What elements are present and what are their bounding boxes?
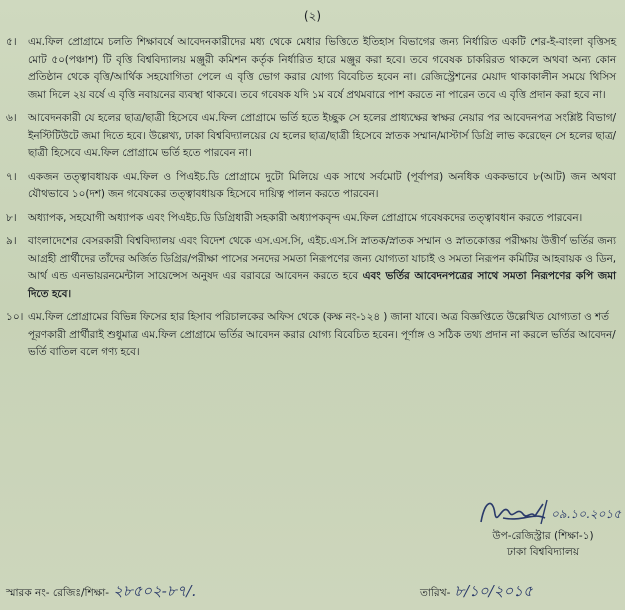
- list-item: [6, 34, 616, 104]
- list-item: [6, 233, 616, 303]
- signatory-title: উপ-রেজিস্ট্রার (শিক্ষা-১): [492, 530, 594, 542]
- memo-label: স্মারক নং- রেজিঃ/শিক্ষা-: [6, 587, 110, 599]
- list-item: [6, 169, 616, 204]
- list-item: [6, 210, 616, 228]
- signature-block: [468, 492, 621, 560]
- item-number: ৬।: [6, 112, 17, 124]
- memo-reference: [6, 580, 196, 605]
- item-text: এম.ফিল প্রোগ্রামের বিভিন্ন ফিসের হার হিসাব পরিচালকের অফিস থেকে (কক্ষ নং-১২৪ ) জানা যাবে। অত্র বিজ্ঞপ্তিতে উল্লেখিত যোগ্যতা ও শর্ত পূরণকারী প্রার্থীরাই শুধুমাত্র এম.ফিল প্রোগ্রামে ভর্তির আবেদন করার যোগ্য বিবেচিত হবেন। পূর্ণাঙ্গ ও সঠিক তথ্য প্রদান না করলে ভর্তির আবেদন/ভর্তি বাতিল বলে গণ্য হবে।: [28, 311, 616, 358]
- page-number: (২): [303, 9, 322, 23]
- item-number: ৫।: [6, 36, 17, 48]
- date-label: তারিখ-: [420, 587, 451, 599]
- items-list: [6, 34, 616, 368]
- item-number: ৮।: [6, 211, 17, 224]
- item-text: বাংলাদেশের বেসরকারী বিশ্ববিদ্যালয় এবং বিদেশ থেকে এস.এস.সি, এইচ.এস.সি স্নাতক/স্নাতক সম্মান ও স্নাতকোত্তর পরীক্ষায় উত্তীর্ণ ভর্তির জন্য আগ্রহী প্রার্থীদের তাঁদের অর্জিত ডিগ্রির/পরীক্ষা পাসের সনদের সমতা নিরূপণের জন্য যোগ্যতা যাচাই ও সমতা নিরূপন কমিটির আহবায়ক ও ডিন, আর্থ এন্ড এনভায়রনমেন্টাল সায়েন্সেস অনুষদ এর বরাবরে আবেদন করতে হবে: [28, 235, 616, 282]
- item-number: ৯।: [6, 235, 17, 247]
- memo-number: ২৮৫০২-৮৭/.: [113, 582, 197, 600]
- signatory-organization: ঢাকা বিশ্ববিদ্যালয়: [506, 546, 580, 558]
- date-value: ৮/১০/২০১৫: [454, 582, 533, 600]
- list-item: [6, 309, 616, 362]
- item-text-bold: এবং ভর্তির আবেদনপত্রের সাথে সমতা নিরূপণের কপি জমা দিতে হবে।: [28, 270, 616, 300]
- item-number: ১০।: [6, 311, 24, 323]
- list-item: [6, 110, 616, 163]
- item-text: অধ্যাপক, সহযোগী অধ্যাপক এবং পিএইচ.ডি ডিগ্রিধারী সহকারী অধ্যাপকবৃন্দ এম.ফিল প্রোগ্রামে গবেষকদের তত্ত্বাবধান করতে পারবেন।: [28, 211, 583, 224]
- signature-image: [473, 492, 621, 532]
- item-number: ৭।: [6, 170, 17, 183]
- item-text: এম.ফিল প্রোগ্রামে চলতি শিক্ষাবর্ষে আবেদনকারীদের মধ্য থেকে মেধার ভিত্তিতে ইতিহাস বিভাগের জন্য নির্ধারিত একটি শের-ই-বাংলা বৃত্তিসহ মোট ৫০(পঞ্চাশ) টি বৃত্তি বিশ্ববিদ্যালয় মঞ্জুরী কমিশন কর্তৃক নির্ধারিত হারে মঞ্জুর করা হবে। তবে গবেষক চাকরিরত থাকলে অথবা অন্য কোন প্রতিষ্ঠান থেকে বৃত্তি/আর্থিক সহযোগিতা পেলে এ বৃত্তি ভোগ করার যোগ্য বিবেচিত হবেন না। রেজিস্ট্রেশনের মেয়াদ থাকাকালীন সময়ে থিসিস জমা দিলে ২য় বর্ষে এ বৃত্তি নবায়নের ব্যবস্থা থাকবে। তবে গবেষক যদি ১ম বর্ষে প্রথমবারে পাশ করতে না পারেন তবে এ বৃত্তি প্রদান করা হবে না।: [28, 36, 616, 101]
- item-text: একজন তত্ত্বাবধায়ক এম.ফিল ও পিএইচ.ডি প্রোগ্রামে দুটো মিলিয়ে এক সাথে সর্বমোট (পূর্বাপর) অনধিক এককভাবে ৮(আট) জন অথবা যৌথভাবে ১০(দশ) জন গবেষকের তত্ত্বাবধায়ক হিসেবে দায়িত্ব পালন করতে পারবেন।: [28, 170, 616, 200]
- item-text-block: [28, 233, 616, 303]
- signature-date: ০৯.১০.২০১৫: [551, 507, 621, 521]
- issue-date: [420, 580, 533, 605]
- item-text: আবেদনকারী যে হলের ছাত্র/ছাত্রী হিসেবে এম.ফিল প্রোগ্রামে ভর্তি হতে ইচ্ছুক সে হলের প্রাধ্যক্ষের স্বাক্ষর নেয়ার পর আবেদনপত্র সংশ্লিষ্ট বিভাগ/ইনস্টিটিউটে জমা দিতে হবে। উল্লেখ্য, ঢাকা বিশ্ববিদ্যালয়ের যে হলের ছাত্র/ছাত্রী হিসেবে স্নাতক সম্মান/মাস্টার্স ডিগ্রি লাভ করেছেন সে হলের ছাত্র/ছাত্রী হিসেবে এম.ফিল প্রোগ্রামে ভর্তি হতে পারবেন না।: [28, 112, 616, 159]
